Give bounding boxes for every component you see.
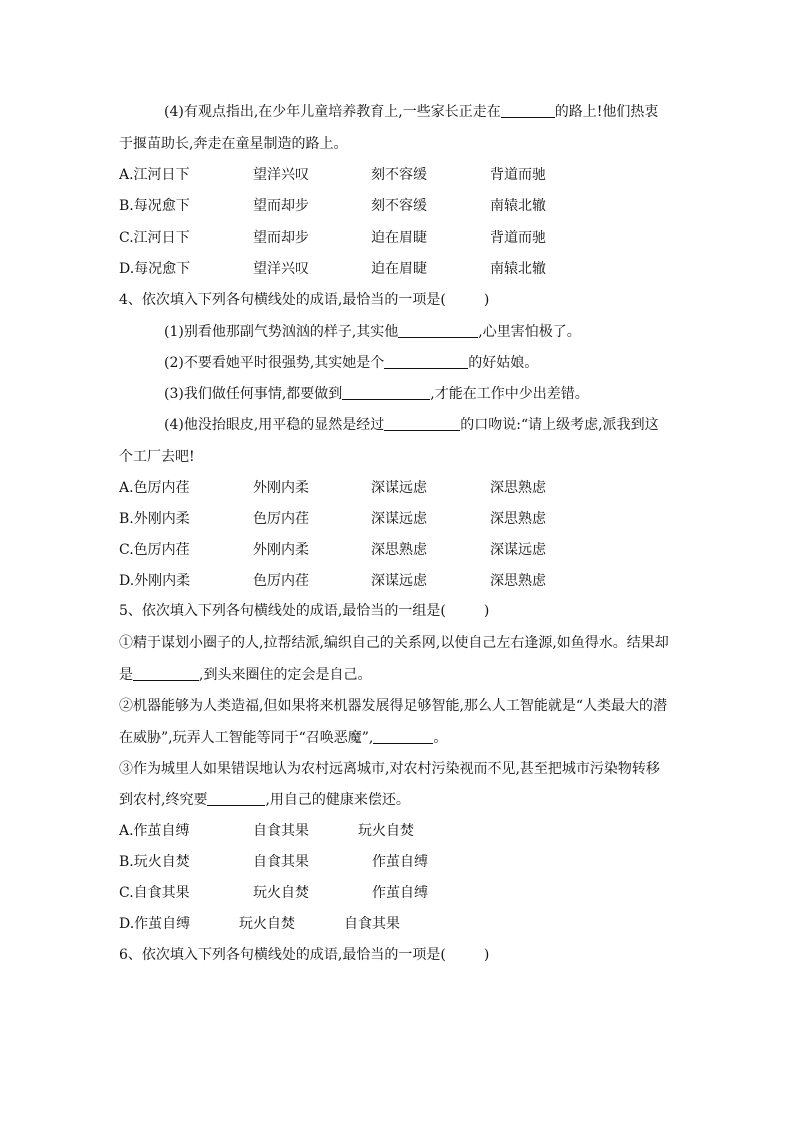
q5-s1-text-pre: 是: [119, 667, 133, 683]
answer-blank: [501, 103, 555, 118]
option-idiom: 深思熟虑: [490, 480, 546, 496]
answer-blank: [207, 791, 265, 806]
answer-blank: [133, 666, 199, 681]
q4-option-c: [119, 540, 719, 560]
q3-sentence-4-line1: [164, 102, 658, 122]
option-idiom: 背道而驰: [490, 230, 546, 246]
option-idiom: 玩火自焚: [239, 916, 295, 932]
q5-sentence-3-line1: ③作为城里人如果错误地认为农村远离城市,对农村污染视而不见,甚至把城市污染物转移: [119, 761, 660, 777]
option-idiom: 迫在眉睫: [371, 230, 427, 246]
option-idiom: 南辕北辙: [490, 198, 546, 214]
q3-option-d: [119, 259, 719, 279]
option-idiom: 作茧自缚: [372, 885, 428, 901]
question-stem-text: 6、依次填入下列各句横线处的成语,最恰当的一项是(: [119, 947, 446, 963]
q5-s2-text-post: 。: [433, 730, 448, 746]
option-idiom: 玩火自焚: [253, 885, 309, 901]
option-label: C.江河日下: [119, 230, 190, 246]
option-idiom: 望而却步: [253, 230, 309, 246]
option-idiom: 望洋兴叹: [253, 261, 309, 277]
q5-sentence-1-line2: [119, 665, 371, 685]
q3-option-a: [119, 165, 719, 185]
q4-s4-text-pre: (4)他没抬眼皮,用平稳的显然是经过: [164, 417, 385, 433]
q4-sentence-4-line1: [164, 415, 659, 435]
option-idiom: 深思熟虑: [490, 511, 546, 527]
option-idiom: 外刚内柔: [253, 542, 309, 558]
q4-option-a: [119, 478, 719, 498]
option-idiom: 深谋远虑: [371, 573, 427, 589]
q5-option-a: [119, 821, 719, 841]
q4-sentence-2: [164, 353, 538, 373]
q3-sentence-4-line2: 于揠苗助长,奔走在童星制造的路上。: [119, 136, 348, 152]
q4-s1-text-pre: (1)别看他那副气势汹汹的样子,其实他: [164, 324, 399, 340]
q5-sentence-3-line2: [119, 790, 410, 810]
q3-s4-text-post: 的路上!他们热衷: [554, 104, 659, 120]
option-idiom: 深思熟虑: [490, 573, 546, 589]
q5-option-d: [119, 914, 719, 934]
q5-sentence-1-line1: ①精于谋划小圈子的人,拉帮结派,编织自己的关系网,以使自己左右逢源,如鱼得水。结果却: [119, 635, 669, 651]
q3-option-b: [119, 196, 719, 216]
option-idiom: 色厉内荏: [253, 511, 309, 527]
answer-blank: [342, 385, 430, 400]
option-idiom: 望而却步: [253, 198, 309, 214]
option-label: B.外刚内柔: [119, 511, 190, 527]
q5-s3-text-pre: 到农村,终究要: [119, 792, 208, 808]
option-label: D.外刚内柔: [119, 573, 191, 589]
option-idiom: 外刚内柔: [253, 480, 309, 496]
answer-blank: [384, 416, 460, 431]
q5-stem: [119, 601, 489, 621]
option-idiom: 背道而驰: [490, 167, 546, 183]
q4-s2-text-post: 的好姑娘。: [468, 355, 539, 371]
q5-sentence-2-line2: [119, 728, 447, 748]
option-label: D.作茧自缚: [119, 916, 191, 932]
option-idiom: 自食其果: [344, 916, 400, 932]
option-idiom: 深谋远虑: [490, 542, 546, 558]
q5-option-c: [119, 883, 719, 903]
option-label: A.作茧自缚: [119, 823, 190, 839]
q5-sentence-2-line1: ②机器能够为人类造福,但如果将来机器发展得足够智能,那么人工智能就是“人类最大的潜: [119, 698, 668, 714]
option-idiom: 深谋远虑: [371, 511, 427, 527]
q4-sentence-1: [164, 322, 581, 342]
paren-close: ): [483, 603, 490, 619]
q4-s3-text-post: ,才能在工作中少出差错。: [430, 386, 589, 402]
option-label: D.每况愈下: [119, 261, 191, 277]
q3-option-c: [119, 228, 719, 248]
option-idiom: 刻不容缓: [371, 167, 427, 183]
option-idiom: 深谋远虑: [371, 480, 427, 496]
q5-option-b: [119, 852, 719, 872]
option-idiom: 自食其果: [253, 823, 309, 839]
paren-close: ): [483, 947, 490, 963]
q4-s2-text-pre: (2)不要看她平时很强势,其实她是个: [164, 355, 385, 371]
q4-stem: [119, 290, 489, 310]
option-idiom: 深思熟虑: [371, 542, 427, 558]
q4-s4-text-post: 的口吻说:“请上级考虑,派我到这: [460, 417, 659, 433]
option-label: B.每况愈下: [119, 198, 190, 214]
answer-blank: [384, 354, 468, 369]
option-idiom: 南辕北辙: [490, 261, 546, 277]
q3-s4-text-pre: (4)有观点指出,在少年儿童培养教育上,一些家长正走在: [164, 104, 501, 120]
option-idiom: 望洋兴叹: [253, 167, 309, 183]
option-idiom: 自食其果: [253, 854, 309, 870]
option-label: A.江河日下: [119, 167, 190, 183]
option-label: C.自食其果: [119, 885, 190, 901]
option-label: B.玩火自焚: [119, 854, 190, 870]
q4-s3-text-pre: (3)我们做任何事情,都要做到: [164, 386, 343, 402]
q5-s3-text-post: ,用自己的健康来偿还。: [265, 792, 410, 808]
paren-close: ): [483, 292, 490, 308]
q6-stem: [119, 945, 489, 965]
answer-blank: [373, 729, 433, 744]
option-idiom: 作茧自缚: [372, 854, 428, 870]
option-idiom: 刻不容缓: [371, 198, 427, 214]
q4-sentence-3: [164, 384, 589, 404]
option-label: C.色厉内荏: [119, 542, 190, 558]
option-idiom: 迫在眉睫: [371, 261, 427, 277]
question-stem-text: 5、依次填入下列各句横线处的成语,最恰当的一组是(: [119, 603, 446, 619]
q4-sentence-4-line2: 个工厂去吧!: [119, 449, 195, 465]
q4-option-d: [119, 571, 719, 591]
option-idiom: 色厉内荏: [253, 573, 309, 589]
question-stem-text: 4、依次填入下列各句横线处的成语,最恰当的一项是(: [119, 292, 446, 308]
answer-blank: [398, 323, 478, 338]
option-label: A.色厉内荏: [119, 480, 190, 496]
q5-s1-text-post: ,到头来圈住的定会是自己。: [199, 667, 372, 683]
option-idiom: 玩火自焚: [358, 823, 414, 839]
q5-s2-text-pre: 在威胁”,玩弄人工智能等同于“召唤恶魔”,: [119, 730, 374, 746]
q4-s1-text-post: ,心里害怕极了。: [478, 324, 581, 340]
q4-option-b: [119, 509, 719, 529]
